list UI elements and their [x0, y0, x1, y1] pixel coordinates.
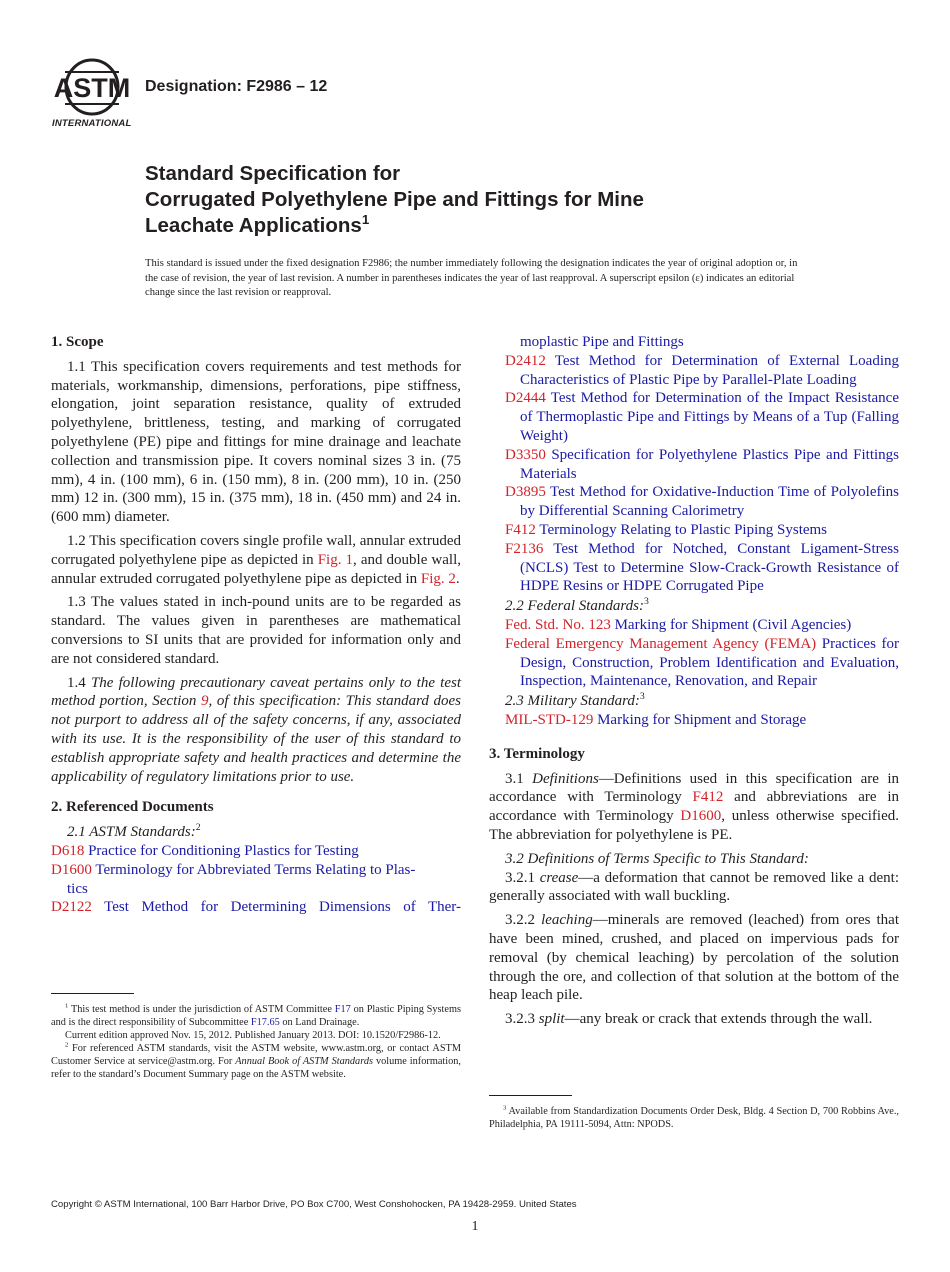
scope-1-4: 1.4 The following precautionary caveat pertains only to the test method portion, Section 9, of this specification: This standard does not purport to address all of the safety concerns, if any, associated with its use. It is the responsibility of the user of this standard to establish appropriate safety and health practices and determine the applicability of regulatory limitations prior to use. [51, 674, 461, 785]
preamble: This standard is issued under the fixed designation F2986; the number immediately following the designation indicates the year of original adoption or, in the case of revision, the year of last revision. A number in parentheses indicates the year of last reapproval. A superscript epsilon (ε) indicates an editorial change since the last revision or reapproval. [145, 258, 798, 298]
scope-1-3: 1.3 The values stated in inch-pound units are to be regarded as standard. The values given in parentheses are mathematical conversions to SI units that are provided for information only and are not considered standard. [51, 594, 461, 667]
f17-link[interactable]: F17 [334, 1004, 351, 1015]
footnote-3: $^3$ Available from Standardization Documents Order Desk, Bldg. 4 Section D, 700 Robbins Ave., Philadelphia, PA 19111-5094, Attn: NPODS. [489, 1104, 900, 1130]
section9-link[interactable]: 9 [201, 693, 209, 710]
ref-f412[interactable]: F412 Terminology Relating to Plastic Piping Systems [505, 521, 828, 538]
ref-d3350[interactable]: D3350 Specification for Polyethylene Plastics Pipe and Fittings Materials [505, 446, 900, 482]
scope-heading: 1. Scope [51, 334, 104, 350]
footnotes-right [489, 1105, 899, 1131]
left-column [51, 333, 461, 917]
right-column [489, 333, 899, 1034]
title-line-1: Standard Specification for [145, 162, 401, 185]
term-3-1: 3.1 Definitions—Definitions used in this specification are in accordance with Terminology F412 and abbreviations are in accordance with Terminology D1600, unless otherwise specified. The abbreviation for polyethylene is PE. [489, 770, 899, 843]
federal-standards-label: 2.2 Federal Standards:$^3$ [505, 596, 649, 615]
footnote-rule-right [489, 1095, 572, 1096]
ref-d3895[interactable]: D3895 Test Method for Oxidative-Induction Time of Polyolefins by Differential Scanning Calorimetry [505, 484, 899, 520]
military-standard-label: 2.3 Military Standard:$^3$ [505, 691, 645, 710]
d1600-link[interactable]: D1600 [680, 808, 722, 825]
ref-d2412[interactable]: D2412 Test Method for Determination of External Loading Characteristics of Plastic Pipe by Parallel-Plate Loading [505, 352, 899, 388]
logo-subtext: INTERNATIONAL [52, 118, 132, 129]
term-3-2: 3.2 Definitions of Terms Specific to This Standard: [505, 850, 809, 867]
title-line-3: Leachate Applications$^1$ [145, 212, 370, 237]
footnotes-left [51, 1003, 461, 1081]
ref-d2122[interactable]: D2122 Test Method for Determining Dimensions of Ther- [51, 899, 461, 916]
title-line-2: Corrugated Polyethylene Pipe and Fittings for Mine [145, 188, 644, 211]
page-number: 1 [471, 1219, 479, 1234]
scope-1-1: 1.1 This specification covers requirements and test methods for materials, workmanship, dimensions, perforations, pipe stiffness, elongation, joint separation resistance, quality of extruded polyethylene, brittleness, testing, and marking of corrugated polyethylene (PE) pipe and fittings for mine drainage and leachate collection and transmission pipe. It covers nominal sizes 3 in. (75 mm), 4 in. (100 mm), 6 in. (150 mm), 8 in. (200 mm), 10 in. (250 mm) 12 in. (300 mm), 15 in. (375 mm), 18 in. (450 mm) and 24 in. (600 mm) diameter. [51, 358, 461, 526]
document-title [145, 161, 644, 239]
footnote-rule-left [51, 993, 134, 994]
copyright: Copyright © ASTM International, 100 Barr Harbor Drive, PO Box C700, West Conshohocken, PA 19428-2959. United States [51, 1199, 577, 1210]
f412-link[interactable]: F412 [692, 789, 724, 806]
ref-fema[interactable]: Federal Emergency Management Agency (FEMA) Practices for Design, Construction, Problem Identification and Evaluation, Inspection, Maintenance, Renovation, and Repair [505, 635, 899, 690]
ref-mil-std-129[interactable]: MIL-STD-129 Marking for Shipment and Storage [505, 711, 807, 728]
svg-text:ASTM: ASTM [53, 73, 131, 103]
fig1-link[interactable]: Fig. 1 [317, 551, 354, 568]
footnote-2: $^2$ For referenced ASTM standards, visit the ASTM website, www.astm.org, or contact ASTM Customer Service at service@astm.org. For Annual Book of ASTM Standards volume information, refer to the standard’s Document Summary page on the ASTM website. [51, 1041, 462, 1080]
fig2-link[interactable]: Fig. 2 [420, 570, 456, 587]
ref-d2444[interactable]: D2444 Test Method for Determination of the Impact Resistance of Thermoplastic Pipe and Fittings by Means of a Tup (Falling Weight) [505, 390, 899, 444]
terminology-heading: 3. Terminology [489, 745, 585, 762]
term-3-2-1: 3.2.1 crease—a deformation that cannot be removed like a dent: generally associated with wall buckling. [489, 869, 899, 905]
footnote-1-edition: Current edition approved Nov. 15, 2012. Published January 2013. DOI: 10.1520/F2986-12. [65, 1030, 441, 1041]
term-3-2-2: 3.2.2 leaching—minerals are removed (leached) from ores that have been mined, crushed, and placed on impervious pads for removal (by chemical leaching) by percolation of the solution through the ore, and collection of that solution at the bottom of the heap leach pile. [489, 912, 900, 1004]
ref-f2136[interactable]: F2136 Test Method for Notched, Constant Ligament-Stress (NCLS) Test to Determine Slow-Crack-Growth Resistance of HDPE Resins or HDPE Corrugated Pipe [505, 540, 899, 595]
refdocs-heading: 2. Referenced Documents [51, 799, 214, 816]
ref-d1600[interactable]: D1600 Terminology for Abbreviated Terms Relating to Plas- tics [51, 861, 416, 897]
term-3-2-3: 3.2.3 split—any break or crack that extends through the wall. [505, 1011, 873, 1028]
ref-fed-std-123[interactable]: Fed. Std. No. 123 Marking for Shipment (Civil Agencies) [505, 616, 852, 633]
scope-1-2: 1.2 This specification covers single profile wall, annular extruded corrugated polyethylene pipe as depicted in Fig. 1, and double wall, annular extruded corrugated polyethylene pipe as depicted in Fig. 2. [51, 532, 461, 587]
ref-d618[interactable]: D618 Practice for Conditioning Plastics for Testing [51, 842, 359, 859]
designation: Designation: F2986 – 12 [145, 78, 328, 95]
footnote-1: $^1$ This test method is under the jurisdiction of ASTM Committee F17 on Plastic Piping Systems and is the direct responsibility of Subcommittee F17.65 on Land Drainage. [51, 1002, 462, 1028]
f17-65-link[interactable]: F17.65 [250, 1017, 280, 1028]
ref-d2122-cont[interactable]: moplastic Pipe and Fittings [520, 334, 684, 350]
astm-logo [52, 56, 134, 132]
astm-standards-label: 2.1 ASTM Standards:$^2$ [67, 822, 201, 841]
